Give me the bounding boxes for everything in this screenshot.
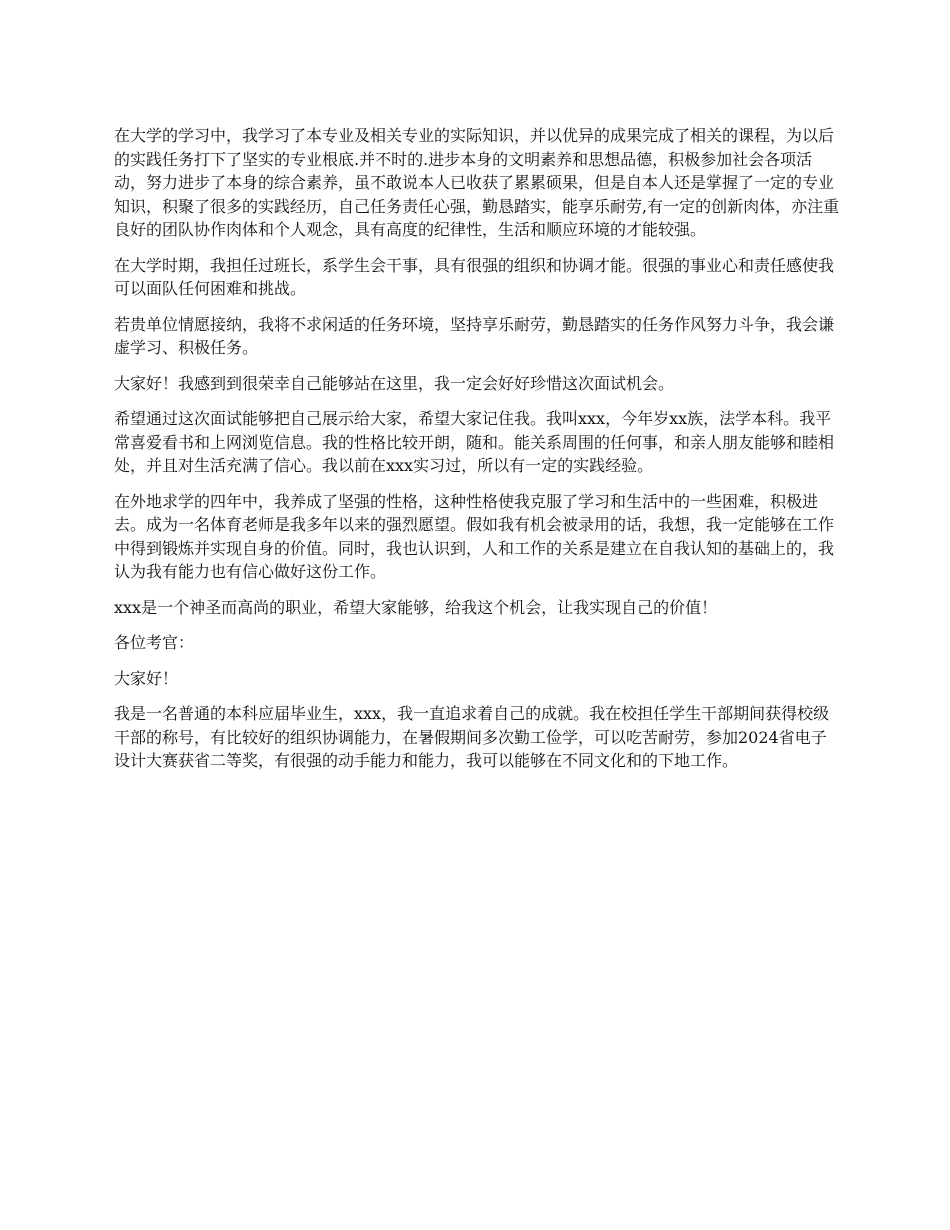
- paragraph-6: 在外地求学的四年中，我养成了坚强的性格，这种性格使我克服了学习和生活中的一些困难，积极进去。成为一名体育老师是我多年以来的强烈愿望。假如我有机会被录用的话，我想，我一定能够在工作中得到锻炼并实现自身的价值。同时，我也认识到，人和工作的关系是建立在自我认知的基础上的，我认为我有能力也有信心做好这份工作。: [114, 491, 835, 581]
- paragraph-9: 大家好！: [114, 668, 179, 688]
- paragraph-8: 各位考官：: [114, 633, 195, 652]
- paragraph-2: 在大学时期，我担任过班长，系学生会干事，具有很强的组织和协调才能。很强的事业心和责任感使我可以面队任何困难和挑战。: [114, 255, 835, 298]
- paragraph-1: 在大学的学习中，我学习了本专业及相关专业的实际知识，并以优异的成果完成了相关的课程，为以后的实践任务打下了坚实的专业根底.并不时的.进步本身的文明素养和思想品德，积极参加社会各项活动，努力进步了本身的综合素养，虽不敢说本人已收获了累累硕果，但是自本人还是掌握了一定的专业知识，积聚了很多的实践经历，自己任务责任心强，勤恳踏实，能享乐耐劳,有一定的创新肉体，亦注重良好的团队协作肉体和个人观念，具有高度的纪律性，生活和顺应环境的才能较强。: [114, 126, 840, 239]
- paragraph-4: 大家好！我感到到很荣幸自己能够站在这里，我一定会好好珍惜这次面试机会。: [114, 373, 675, 393]
- paragraph-5: 希望通过这次面试能够把自己展示给大家，希望大家记住我。我叫xxx，今年岁xx族，法学本科。我平常喜爱看书和上网浏览信息。我的性格比较开朗，随和。能关系周围的任何事，和亲人朋友能够和睦相处，并且对生活充满了信心。我以前在xxx实习过，所以有一定的实践经验。: [114, 409, 835, 475]
- paragraph-7: xxx是一个神圣而高尚的职业，希望大家能够，给我这个机会，让我实现自己的价值！: [114, 597, 718, 617]
- paragraph-10: 我是一名普通的本科应届毕业生，xxx，我一直追求着自己的成就。我在校担任学生干部期间获得校级干部的称号，有比较好的组织协调能力，在暑假期间多次勤工俭学，可以吃苦耐劳，参加2024省电子设计大赛获省二等奖，有很强的动手能力和能力，我可以能够在不同文化和的下地工作。: [114, 704, 830, 770]
- document-page: [114, 124, 842, 785]
- paragraph-3: 若贵单位情愿接纳，我将不求闲适的任务环境，坚持享乐耐劳，勤恳踏实的任务作风努力斗争，我会谦虚学习、积极任务。: [114, 314, 835, 357]
